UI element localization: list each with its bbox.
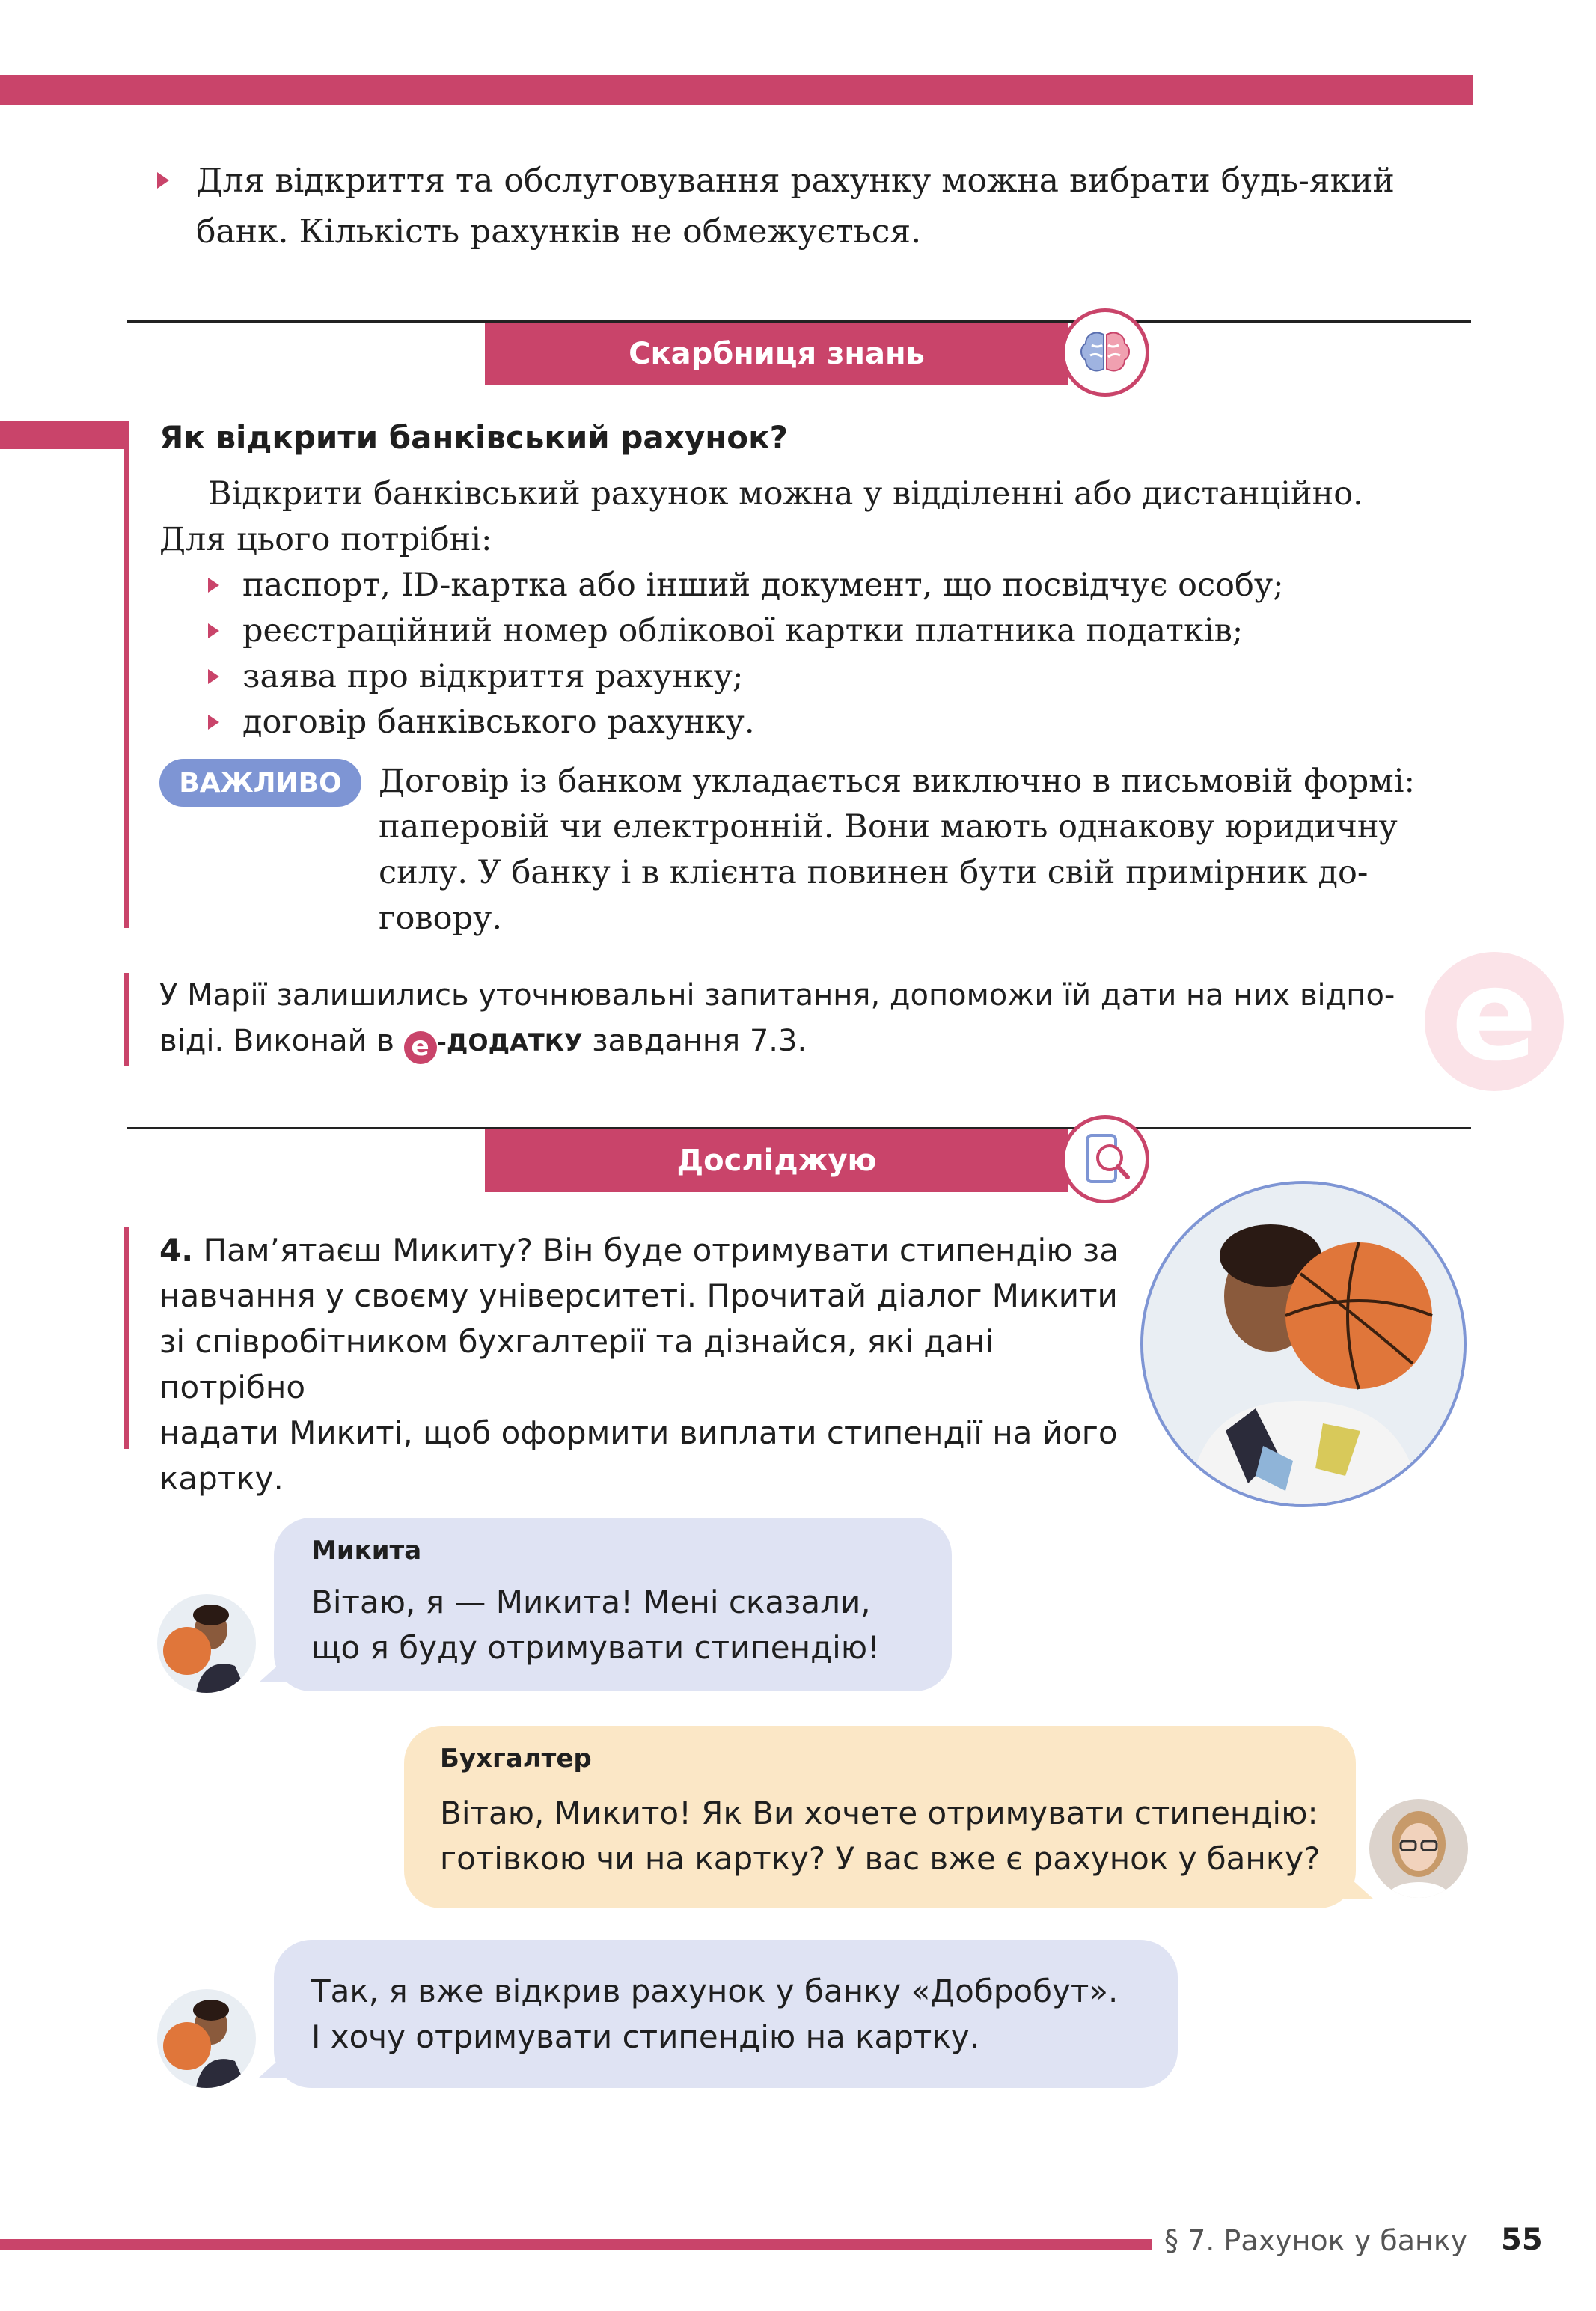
bubble-tail [1344, 1872, 1374, 1899]
e-addon-logo-letter: e [1451, 941, 1538, 1090]
research-banner: Досліджую [485, 1129, 1068, 1192]
task-side-line [124, 1227, 129, 1449]
knowledge-side-tab [0, 421, 129, 449]
task-number: 4. [159, 1232, 194, 1269]
header-bar [0, 75, 1473, 105]
phone-search-icon [1061, 1115, 1149, 1203]
dialog-bubble-2 [404, 1726, 1356, 1908]
brain-icon [1061, 308, 1149, 397]
intro-text: Для відкриття та обслуговування рахунку можна вибрати будь-який банк. Кількість рахунків не обмежується. [196, 162, 1395, 251]
requirements-list [208, 563, 1465, 745]
task-4: 4. Пам’ятаєш Микиту? Він буде отримувати стипендію за навчання у своєму університеті. Прочитай діалог Микити зі співробітником бухгалтерії та дізнайся, які дані потрібно надати Микиті, щоб оформити виплати стипендії на його картку. [159, 1232, 1119, 1497]
important-text: Договір із банком укладається виключно в письмовій формі: паперовій чи електронній. Вони мають однакову юридичну силу. У банку і в клієнта повинен бути свій примірник до- говору. [379, 763, 1415, 937]
list-item: паспорт, ID-картка або інший документ, що посвідчує особу; [208, 563, 1465, 608]
message-text: Вітаю, Микито! Як Ви хочете отримувати стипендію: готівкою чи на картку? У вас вже є рахунок у банку? [440, 1795, 1321, 1877]
dialog-bubble-3 [274, 1940, 1178, 2088]
knowledge-question: Як відкрити банківський рахунок? [159, 419, 788, 456]
avatar [157, 1594, 256, 1693]
footer-bar [0, 2239, 1152, 2250]
bullet-marker-icon [208, 623, 219, 638]
bubble-tail [259, 2051, 289, 2078]
knowledge-banner: Скарбниця знань [485, 323, 1068, 385]
bullet-marker-icon [208, 715, 219, 730]
footer-section: § 7. Рахунок у банку [1164, 2224, 1468, 2257]
bullet-marker-icon [208, 669, 219, 684]
bullet-marker-icon [208, 578, 219, 593]
knowledge-para-line2: Для цього потрібні: [159, 521, 492, 558]
speaker-name: Бухгалтер [440, 1744, 592, 1774]
student-photo [1140, 1181, 1467, 1507]
bullet-marker-icon [157, 172, 169, 189]
dialog-bubble-1 [274, 1518, 952, 1691]
page-number: 55 [1501, 2223, 1543, 2257]
message-text: Так, я вже відкрив рахунок у банку «Добробут». І хочу отримувати стипендію на картку. [311, 1973, 1119, 2055]
eaddon-side-line [124, 973, 129, 1066]
avatar [1369, 1799, 1468, 1898]
bubble-tail [259, 1655, 289, 1682]
important-badge: ВАЖЛИВО [159, 759, 361, 807]
message-text: Вітаю, я — Микита! Мені сказали, що я буду отримувати стипендію! [311, 1584, 880, 1666]
list-item: договір банківського рахунку. [208, 700, 1465, 745]
speaker-name: Микита [311, 1536, 422, 1566]
e-letter-icon[interactable]: e [404, 1031, 437, 1064]
eaddon-note: У Марії залишились уточнювальні запитання, допоможи їй дати на них відпо- віді. Виконай в e -ДОДАТКУ завдання 7.3. [159, 973, 1484, 1066]
intro-bullet [157, 156, 1474, 257]
knowledge-para-line1: Відкрити банківський рахунок можна у відділенні або дистанційно. [208, 475, 1363, 513]
list-item: заява про відкриття рахунку; [208, 654, 1465, 700]
list-item: реєстраційний номер облікової картки платника податків; [208, 608, 1465, 654]
e-addon-logo[interactable] [1425, 941, 1564, 1091]
eaddon-link[interactable]: -ДОДАТКУ [436, 1028, 583, 1057]
knowledge-side-line [124, 421, 129, 928]
avatar [157, 1989, 256, 2088]
